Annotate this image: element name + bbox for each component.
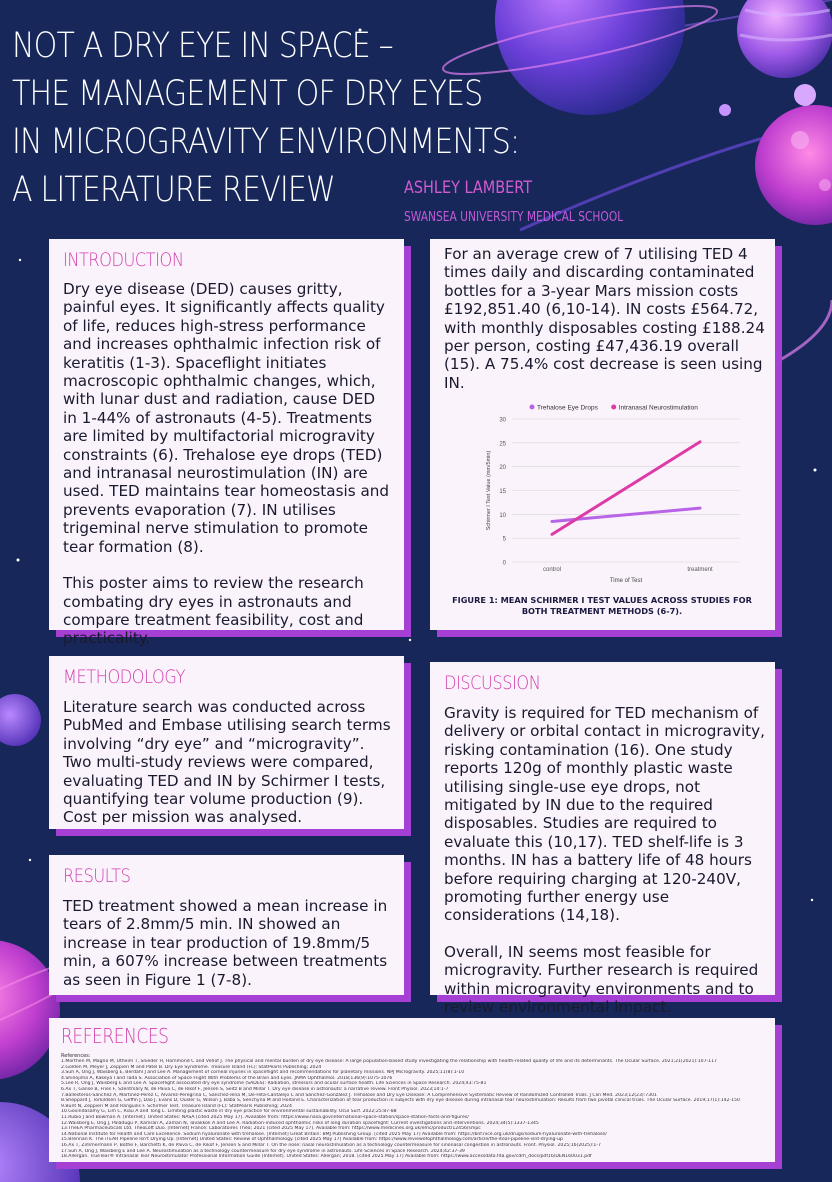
x-axis-label: Time of Test [609,578,643,584]
methodology-paragraph: Literature search was conducted across PubMed and Embase utilising search terms involving “dry eye” and “microgravity”. Two multi-study reviews were compared, evaluating TED and IN by Schirmer I tests, quantifying tear volume production (9). Cost per mission was analysed. [63,698,391,827]
introduction-paragraph: Dry eye disease (DED) causes gritty, painful eyes. It significantly affects quality of life, reduces high-stress performance and increases ophthalmic infection risk of keratitis (1-3). Spaceflight initiates macroscopic ophthalmic changes, which, with lunar dust and radiation, cause DED in 1-44% of astronauts (4-5). Treatments are limited by multifactorial microgravity constraints (6). Trehalose eye drops (TED) and intranasal neurostimulation (IN) are used. TED maintains tear homeostasis and prevents evaporation (7). IN utilises trigeminal nerve stimulation to promote tear formation (8). [63,280,390,556]
cost-body [444,245,766,392]
title-line-3: IN MICROGRAVITY ENVIRONMENTS: [12,122,520,162]
y-tick-label: 0 [502,560,506,567]
discussion-paragraph: Overall, IN seems most feasible for microgravity. Further research is required within microgravity environments and to review environmental impact. [444,942,759,1017]
reference-item: 8.Sheppard J, Torkildsen G, Geffin J, Dao J, Evans D, Ousler G, Wilson J, Baba S, Senchyna M and Holland E. Characterization of tear production in subjects with dry eye disease during intranasal tear neurostimulation: Results from two pivotal clinical trials. The Ocular Surface. 2019;17(1):142-150 [61,1098,740,1104]
results-paragraph: TED treatment showed a mean increase in tears of 2.8mm/5 min. IN showed an increase in tear production of 19.8mm/5 min, a 607% increase between treatments as seen in Figure 1 (7-8). [63,897,388,989]
title-line-2: THE MANAGEMENT OF DRY EYES [12,74,483,114]
reference-item: 13.TheEA Pharmaceuticals Ltd. TheoLoft Duo. [Internet] France: Laboratoires Théa; 2021 [cited 2025 May 17]. Available from: https://www.medicines.org.uk/emc/product/12456/smpc [61,1126,481,1132]
reference-item: 2.Golden M, Meyer J, Zeppieri M and Patel B. Dry Eye Syndrome. Treasure Island (FL): StatPearls Publishing; 2024 [61,1064,322,1070]
reference-item: 14.National Institute for Health and Care Excellence. Sodium hyaluronate with trehalose. [Internet] Great Britain: BMJ Publishing Group. [cited 2025 May 17] Available from: https://bnf.nice.org.uk/drugs/sodium-hyaluronate-with-trehalose/ [61,1131,607,1137]
figure-caption: FIGURE 1: MEAN SCHIRMER I TEST VALUES ACROSS STUDIES FOR BOTH TREATMENT METHODS (6-7). [452,595,752,616]
reference-item: 17.Suh A, Ong J, Waisberg E and Lee A. Neurostimulation as a technology countermeasure for dry eye syndrome in astronauts. Life Sciences in Space Research. 2024;42:37-39 [61,1148,465,1154]
y-axis-label: Schirmer I Test Value (mm/5min) [486,450,492,531]
legend-marker-1 [530,405,535,410]
y-tick-label: 5 [502,536,506,543]
results-body [63,897,393,989]
reference-item: 7.Ballesteros-Sánchez A, Martinez-Perez C, Alvarez-Peregrina C, Sánchez-Tena M, De-Hita-Cantalejo C and Sánchez-González J. Trehalose and Dry Eye Disease: A Comprehensive Systematic Review of Randomized Controlled Trials. J Clin Med. 2023;12(23):7301 [61,1092,657,1098]
legend-label-2: Intranasal Neurostimulation [618,404,698,412]
reference-item: 1.Morthen M, Magno M, Utheim T, Snieder H, Hammond C and Vehof J. The physical and mental burden of dry eye disease: A large population-based study investigating the relationship with health-related quality of life and its determinants. The Ocular Surface. 2021;21(2021):107-117 [61,1059,717,1064]
x-tick-label: treatment [687,567,713,573]
y-tick-label: 30 [499,417,506,424]
series-point-2 [699,441,701,443]
reference-item: 11.Rubio J and Bowman A. [Internet]. United States: NASA [cited 2025 May 17]. Available from: https://www.nasa.gov/international-space-station/space-station-facts-and-figures/ [61,1114,469,1120]
series-point-1 [551,520,553,522]
reference-item: 15.Brennan K. The iTEAR Pipeline Isn't Drying Up. [Internet] United States: Review of Ophthalmology. [cited 2025 May 17] Available from: https://www.reviewofophthalmology.com/article/the-itear-pipeline-isnt-drying-up [61,1137,563,1143]
y-tick-label: 25 [499,441,506,448]
reference-item: 10.Govindasamy G, Lim C, Riau A and Tong L. Limiting plastic waste in dry eye practice for environmental sustainability. Ocul Surf. 2022;25:87-88 [61,1109,397,1115]
results-heading: RESULTS [63,865,131,887]
reference-item: 12.Waisberg E, Ong J, Paladugu P, Kamran A, Zaman N, Tavakkoli A and Lee A. Radiation-induced ophthalmic risks of long duration spaceflight: Current investigations and interventions. 2024;34(5):1337-1345 [61,1120,539,1126]
y-tick-label: 10 [499,512,506,519]
series-point-1 [699,507,701,509]
methodology-card [49,656,404,829]
introduction-heading: INTRODUCTION [63,249,184,271]
introduction-card [49,239,404,648]
legend-label-1: Trehalose Eye Drops [537,404,598,412]
figure-1-chart [450,399,760,599]
author-name: ASHLEY LAMBERT [404,178,533,198]
references-card [49,1018,775,1162]
reference-list [61,1053,763,1160]
introduction-paragraph: This poster aims to review the research combating dry eyes in astronauts and compare treatment feasibility, cost and practicality. [63,574,364,648]
results-card [49,855,404,995]
legend-marker-2 [611,405,616,410]
school-name: SWANSEA UNIVERSITY MEDICAL SCHOOL [404,210,624,225]
reference-item: 4.Shinojima A, Kakeya I and Tada S. Association of Space Flight With Problems of the Brain and Eyes. JAMA Ophthalmol. 2018;136(9):1075-1076 [61,1075,393,1081]
reference-item: 6.Ax T, Ganse B, Fries F, Szentmáry N, de Paiva C, de Rikof F, Jensen S, Seitz B and Millar T. Dry eye disease in astronauts: a narrative review. Front Physiol. 2023;14:1-7 [61,1086,449,1092]
reference-item: 16.Ax T, Zimmermann P, Bothe F, Barchetti K, de Paiva C, de Rikof F, Jensen S and Millar T. On the nose: nasal neurostimulation as a technology countermeasure for sinonasal congestion in astronauts. Front. Physiol. 2025;16(2025):1-7 [61,1142,601,1148]
reference-item: 5.Lee R, Ong J, Waisberg E and Lee A. Spaceflight associated dry eye syndrome (SADES): Radiation, stressors and ocular surface health. Life Sciences in Space Research. 2024;43:75-81 [61,1081,487,1087]
introduction-body [63,280,393,648]
discussion-paragraph: Gravity is required for TED mechanism of delivery or orbital contact in microgravity, risking contamination (16). One study reports 120g of monthly plastic waste utilising single-use eye drops, not mitigated by IN due to the required disposables. Studies are required to evaluate this (10,17). TED shelf-life is 3 months. IN has a battery life of 48 hours before requiring charging at 120-240V, promoting further energy use considerations (14,18). [444,704,765,925]
reference-item: 18.Allergan. TrueTear® Intranasal Tear Neurostimulator Professional Information Guide [Internet]. United States: Allergan; 2018. [cited 2025 May 17] Available from: https://www.accessdata.fda.gov/cdrh_docs/pdf16/DEN160031.pdf [61,1154,592,1160]
line-chart [450,399,760,599]
cost-paragraph: For an average crew of 7 utilising TED 4 times daily and discarding contaminated bottles for a 3-year Mars mission costs £192,851.40 (6,10-14). IN costs £564.72, with monthly disposables costing £188.24 per person, costing £47,436.19 overall (15). A 75.4% cost decrease is seen using IN. [444,245,765,392]
discussion-heading: DISCUSSION [444,672,541,694]
series-line-2 [552,442,700,534]
methodology-body [63,698,397,827]
title-line-4: A LITERATURE REVIEW [12,170,335,210]
reference-item: 3.Suh A, Ong J, Waisberg E, Berdahl J and Lee A. Management of corneal injuries in spaceflight and recommendations for planetary missions. NPJ Microgravity. 2025;11(8):1-10 [61,1070,465,1076]
series-point-2 [551,533,553,535]
discussion-card [430,662,775,1017]
discussion-body [444,704,770,1017]
reference-item: 9.Bunt N, Zeppieri M and Ranguilis F. Schirmer Test. Treasure Island (FL): StatPearls Publishing; 2024 [61,1103,292,1109]
references-heading: REFERENCES [61,1024,169,1048]
methodology-heading: METHODOLOGY [63,666,186,688]
references-label: References: [61,1053,91,1059]
x-tick-label: control [542,567,562,573]
cost-figure-card [430,239,775,630]
title-line-1: NOT A DRY EYE IN SPACE – [12,26,393,66]
y-tick-label: 15 [499,489,506,495]
y-tick-label: 20 [499,465,506,472]
